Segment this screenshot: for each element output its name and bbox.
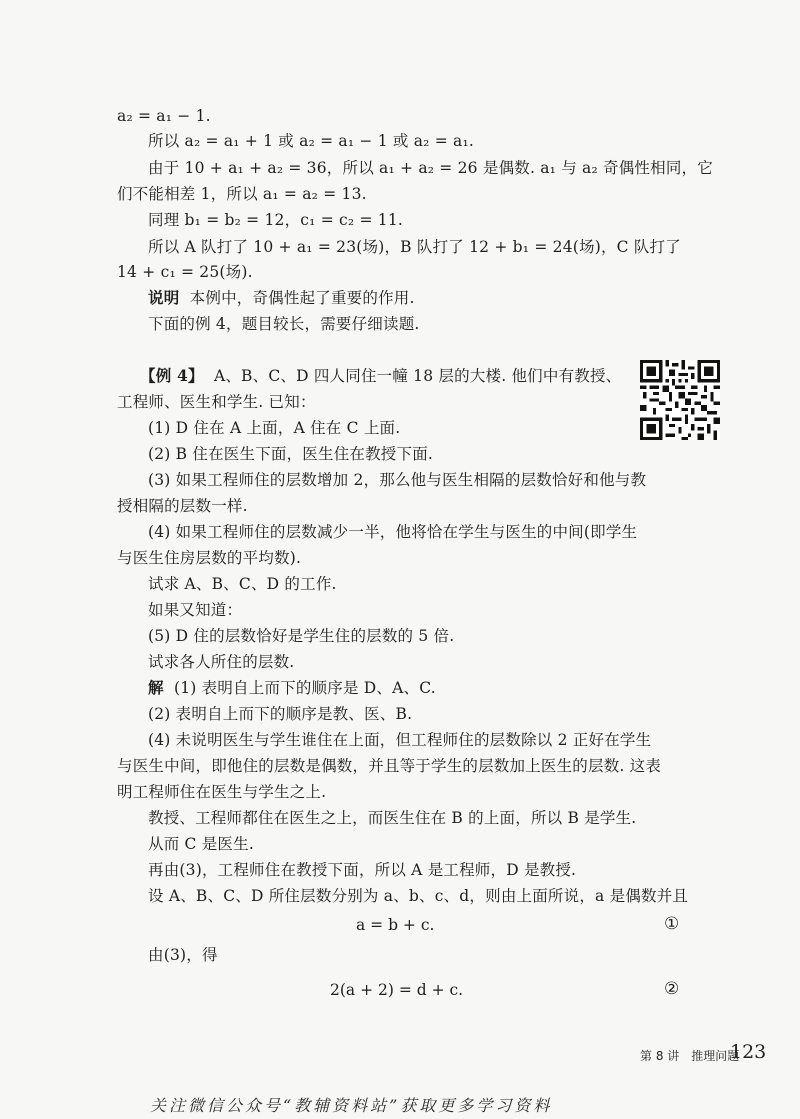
text-line: 设 A、B、C、D 所住层数分别为 a、b、c、d，则由上面所说，a 是偶数并且 bbox=[148, 887, 689, 905]
text-line: 由于 10 + a₁ + a₂ = 36，所以 a₁ + a₂ = 26 是偶数. a₁ 与 a₂ 奇偶性相同，它 bbox=[148, 159, 713, 177]
text-line: 由(3)，得 bbox=[148, 946, 218, 964]
text-line: (2) 表明自上而下的顺序是教、医、B. bbox=[148, 705, 413, 723]
equation-number-2: ② bbox=[664, 979, 680, 999]
remark-text: 本例中，奇偶性起了重要的作用. bbox=[189, 289, 415, 307]
text-line: 与医生中间，即他住的层数是偶数，并且等于学生的层数加上医生的层数. 这表 bbox=[117, 757, 662, 775]
text-line: (4) 未说明医生与学生谁住在上面，但工程师住的层数除以 2 正好在学生 bbox=[148, 731, 652, 749]
text-line: 从而 C 是医生. bbox=[148, 835, 254, 853]
text-line: 再由(3)，工程师住在教授下面，所以 A 是工程师，D 是教授. bbox=[148, 861, 577, 879]
solution-label: 解 bbox=[148, 678, 164, 697]
example-heading bbox=[140, 366, 621, 386]
text-line: 同理 b₁ = b₂ = 12，c₁ = c₂ = 11. bbox=[148, 211, 404, 229]
equation-number-1: ① bbox=[664, 914, 680, 934]
text-line: 所以 A 队打了 10 + a₁ = 23(场)，B 队打了 12 + b₁ = 24(场)，C 队打了 bbox=[148, 238, 681, 256]
chapter-title: 第 8 讲 推理问题 bbox=[640, 1049, 740, 1063]
equation-2: 2(a + 2) = d + c. bbox=[330, 981, 464, 999]
text-line: 试求 A、B、C、D 的工作. bbox=[148, 575, 337, 593]
qr-code-icon[interactable] bbox=[640, 360, 720, 440]
text-line: (1) D 住在 A 上面，A 住在 C 上面. bbox=[148, 419, 401, 437]
solution-line bbox=[148, 678, 436, 698]
text-line: 所以 a₂ = a₁ + 1 或 a₂ = a₁ − 1 或 a₂ = a₁. bbox=[148, 132, 475, 150]
remark-label: 说明 bbox=[148, 288, 180, 307]
remark-line bbox=[148, 288, 415, 308]
text-line: (4) 如果工程师住的层数减少一半，他将恰在学生与医生的中间(即学生 bbox=[148, 523, 638, 541]
text-line: (5) D 住的层数恰好是学生住的层数的 5 倍. bbox=[148, 627, 455, 645]
text-line: 授相隔的层数一样. bbox=[117, 497, 248, 515]
text-line: 工程师、医生和学生. 已知： bbox=[117, 393, 316, 411]
text-line: (3) 如果工程师住的层数增加 2，那么他与医生相隔的层数恰好和他与教 bbox=[148, 471, 647, 489]
text-line: a₂ = a₁ − 1. bbox=[117, 107, 211, 125]
example-label: 【例 4】 bbox=[140, 366, 204, 385]
text-line: 明工程师住在医生与学生之上. bbox=[117, 783, 327, 801]
text-line: (2) B 住在医生下面，医生住在教授下面. bbox=[148, 445, 434, 463]
text-line: 14 + c₁ = 25(场). bbox=[117, 263, 253, 281]
text-line: 们不能相差 1，所以 a₁ = a₂ = 13. bbox=[117, 185, 367, 203]
equation-1: a = b + c. bbox=[356, 916, 435, 934]
text-line: 教授、工程师都住在医生之上，而医生住在 B 的上面，所以 B 是学生. bbox=[148, 809, 637, 827]
solution-text: (1) 表明自上而下的顺序是 D、A、C. bbox=[173, 679, 436, 697]
example-text: A、B、C、D 四人同住一幢 18 层的大楼. 他们中有教授、 bbox=[213, 367, 622, 385]
text-line: 下面的例 4，题目较长，需要仔细读题. bbox=[148, 315, 420, 333]
page-number: 123 bbox=[730, 1041, 767, 1063]
text-line: 与医生住房层数的平均数). bbox=[117, 549, 302, 567]
text-line: 试求各人所住的层数. bbox=[148, 653, 295, 671]
text-line: 如果又知道： bbox=[148, 601, 243, 619]
watermark: 关注微信公众号“教辅资料站”获取更多学习资料 bbox=[150, 1096, 553, 1115]
